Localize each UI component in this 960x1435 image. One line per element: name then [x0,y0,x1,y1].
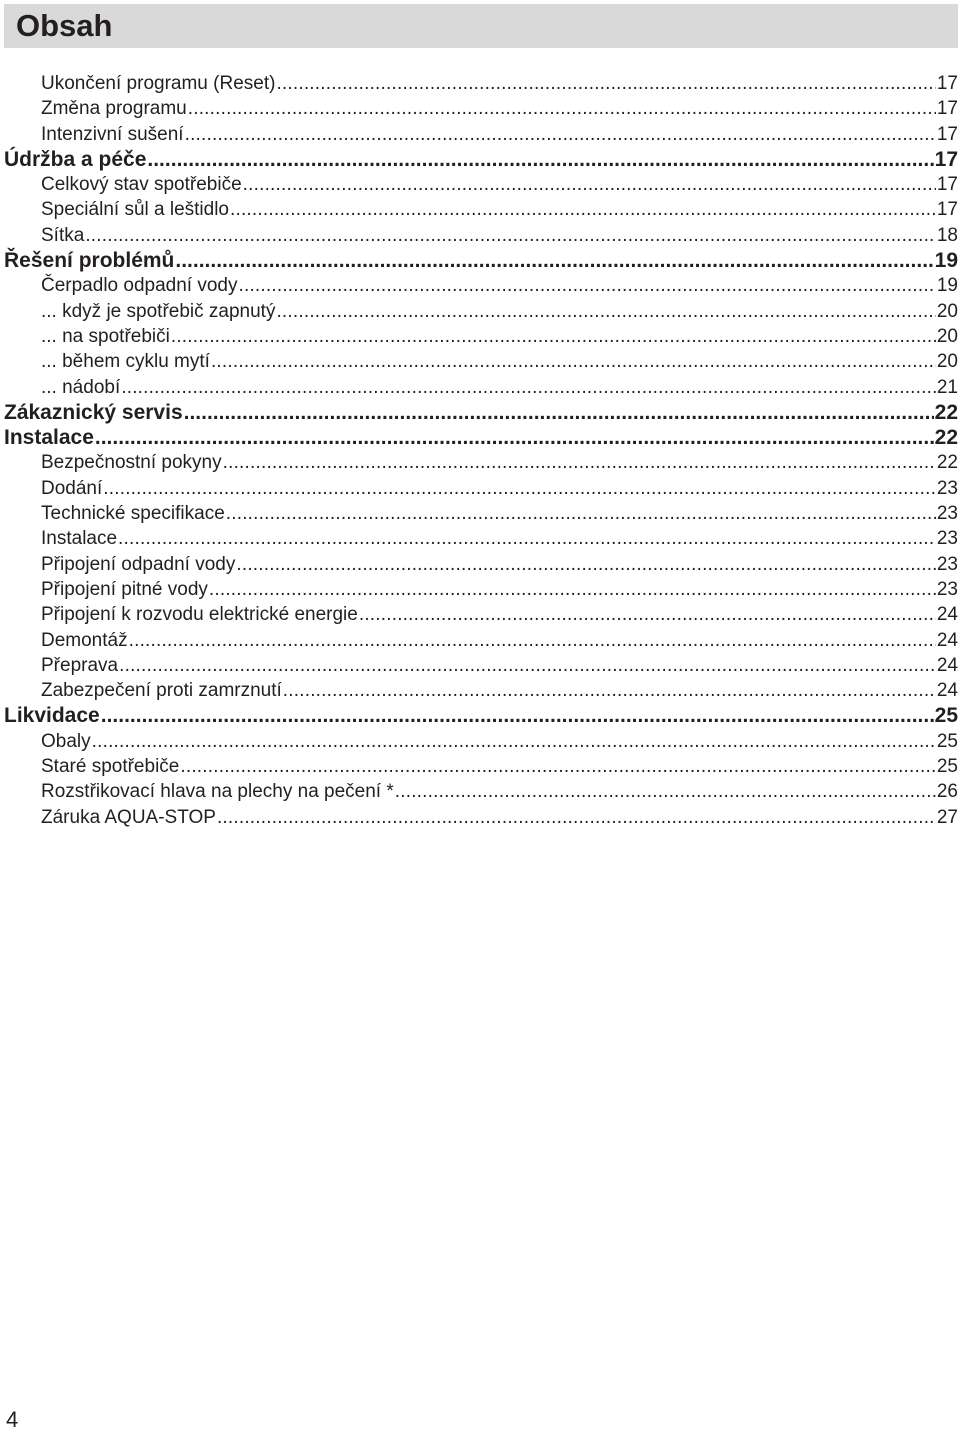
toc-entry[interactable] [4,729,958,754]
dot-leader [103,476,936,501]
dot-leader [188,96,936,121]
toc-entry[interactable] [4,754,958,779]
toc-entry-page: 17 [934,147,958,171]
toc-section-entry[interactable] [4,147,958,172]
toc-entry[interactable] [4,577,958,602]
toc-entry-page: 22 [936,452,958,474]
toc-entry[interactable] [4,526,958,551]
toc-entry-title: Připojení pitné vody [41,578,208,600]
toc-entry-page: 24 [936,604,958,626]
dot-leader [129,628,936,653]
toc-entry[interactable] [4,375,958,400]
toc-entry-page: 20 [936,300,958,322]
toc-entry-page: 17 [936,123,958,145]
toc-entry[interactable] [4,197,958,222]
toc-entry-page: 25 [936,756,958,778]
toc-entry-page: 20 [936,325,958,347]
toc-entry-page: 23 [936,503,958,525]
dot-leader [395,779,936,804]
toc-entry-page: 23 [936,528,958,550]
toc-entry[interactable] [4,223,958,248]
toc-entry-page: 21 [936,376,958,398]
dot-leader [180,754,936,779]
toc-entry[interactable] [4,602,958,627]
dot-leader [171,324,936,349]
dot-leader [283,678,936,703]
toc-entry[interactable] [4,172,958,197]
toc-entry-page: 22 [934,400,958,424]
toc-entry[interactable] [4,122,958,147]
toc-entry[interactable] [4,299,958,324]
dot-leader [238,273,935,298]
toc-entry[interactable] [4,653,958,678]
toc-entry-title: Sítka [41,224,85,246]
toc-entry-title: Obaly [41,730,91,752]
dot-leader [121,375,936,400]
toc-entry-title: Speciální sůl a leštidlo [41,199,229,221]
toc-entry[interactable] [4,678,958,703]
toc-entry-title: Intenzivní sušení [41,123,184,145]
toc-entry-title: ... nádobí [41,376,121,398]
toc-entry[interactable] [4,628,958,653]
dot-leader [230,197,936,222]
header-bar [4,4,958,48]
toc-entry-title: Zákaznický servis [4,400,183,424]
toc-entry[interactable] [4,324,958,349]
toc-entry-title: ... na spotřebiči [41,325,170,347]
toc-entry-title: Instalace [4,426,94,450]
toc-entry-page: 20 [936,351,958,373]
toc-entry[interactable] [4,805,958,830]
toc-entry-page: 23 [936,477,958,499]
toc-entry-title: Instalace [41,528,118,550]
toc-entry[interactable] [4,501,958,526]
dot-leader [209,577,936,602]
toc-entry[interactable] [4,96,958,121]
toc-entry-page: 19 [936,275,958,297]
dot-leader [223,450,936,475]
dot-leader [147,147,933,172]
table-of-contents [4,71,958,830]
toc-entry-title: Údržba a péče [4,147,147,171]
toc-entry-title: Dodání [41,477,103,499]
dot-leader [85,223,936,248]
dot-leader [276,299,935,324]
toc-entry-title: ... když je spotřebič zapnutý [41,300,276,322]
dot-leader [119,653,936,678]
toc-entry-title: Připojení k rozvodu elektrické energie [41,604,358,626]
toc-entry-title: Ukončení programu (Reset) [41,73,276,94]
page-title: Obsah [16,8,113,43]
toc-entry[interactable] [4,779,958,804]
toc-entry[interactable] [4,71,958,96]
toc-entry-title: Staré spotřebiče [41,756,180,778]
dot-leader [236,552,935,577]
toc-entry[interactable] [4,476,958,501]
toc-entry-page: 24 [936,629,958,651]
toc-entry-page: 18 [936,224,958,246]
dot-leader [226,501,936,526]
dot-leader [217,805,936,830]
toc-section-entry[interactable] [4,248,958,273]
toc-entry-page: 24 [936,654,958,676]
toc-section-entry[interactable] [4,703,958,728]
toc-entry-title: Změna programu [41,98,187,120]
toc-entry-title: Čerpadlo odpadní vody [41,275,238,297]
toc-entry-title: Řešení problémů [4,249,175,273]
toc-entry-page: 19 [934,249,958,273]
dot-leader [175,248,933,273]
toc-entry-title: Technické specifikace [41,503,225,525]
page-number: 4 [6,1407,19,1432]
toc-section-entry[interactable] [4,400,958,425]
toc-entry-title: Demontáž [41,629,128,651]
toc-entry-page: 25 [936,730,958,752]
toc-entry-title: Likvidace [4,704,100,728]
toc-entry-page: 23 [936,553,958,575]
toc-entry[interactable] [4,552,958,577]
toc-entry-page: 27 [936,806,958,828]
toc-entry[interactable] [4,349,958,374]
dot-leader [211,349,936,374]
toc-entry-title: Záruka AQUA-STOP [41,806,216,828]
dot-leader [101,703,934,728]
toc-entry-page: 22 [934,426,958,450]
toc-entry-page: 26 [936,781,958,803]
toc-entry-page: 25 [934,704,958,728]
toc-section-entry[interactable] [4,425,958,450]
toc-entry-title: ... během cyklu mytí [41,351,210,373]
toc-entry-title: Bezpečnostní pokyny [41,452,222,474]
toc-entry-title: Rozstřikovací hlava na plechy na pečení * [41,781,394,803]
dot-leader [92,729,936,754]
toc-entry-page: 17 [936,174,958,196]
dot-leader [276,71,935,96]
toc-entry-title: Celkový stav spotřebiče [41,174,242,196]
toc-entry-title: Připojení odpadní vody [41,553,236,575]
toc-entry[interactable] [4,273,958,298]
toc-entry-title: Zabezpečení proti zamrznutí [41,680,282,702]
dot-leader [184,400,934,425]
toc-entry[interactable] [4,450,958,475]
dot-leader [185,122,936,147]
toc-entry-page: 24 [936,680,958,702]
toc-entry-page: 17 [936,98,958,120]
dot-leader [118,526,936,551]
dot-leader [243,172,936,197]
dot-leader [95,425,934,450]
toc-entry-title: Přeprava [41,654,119,676]
toc-entry-page: 17 [936,199,958,221]
toc-entry-page: 17 [936,73,958,94]
dot-leader [359,602,936,627]
toc-entry-page: 23 [936,578,958,600]
